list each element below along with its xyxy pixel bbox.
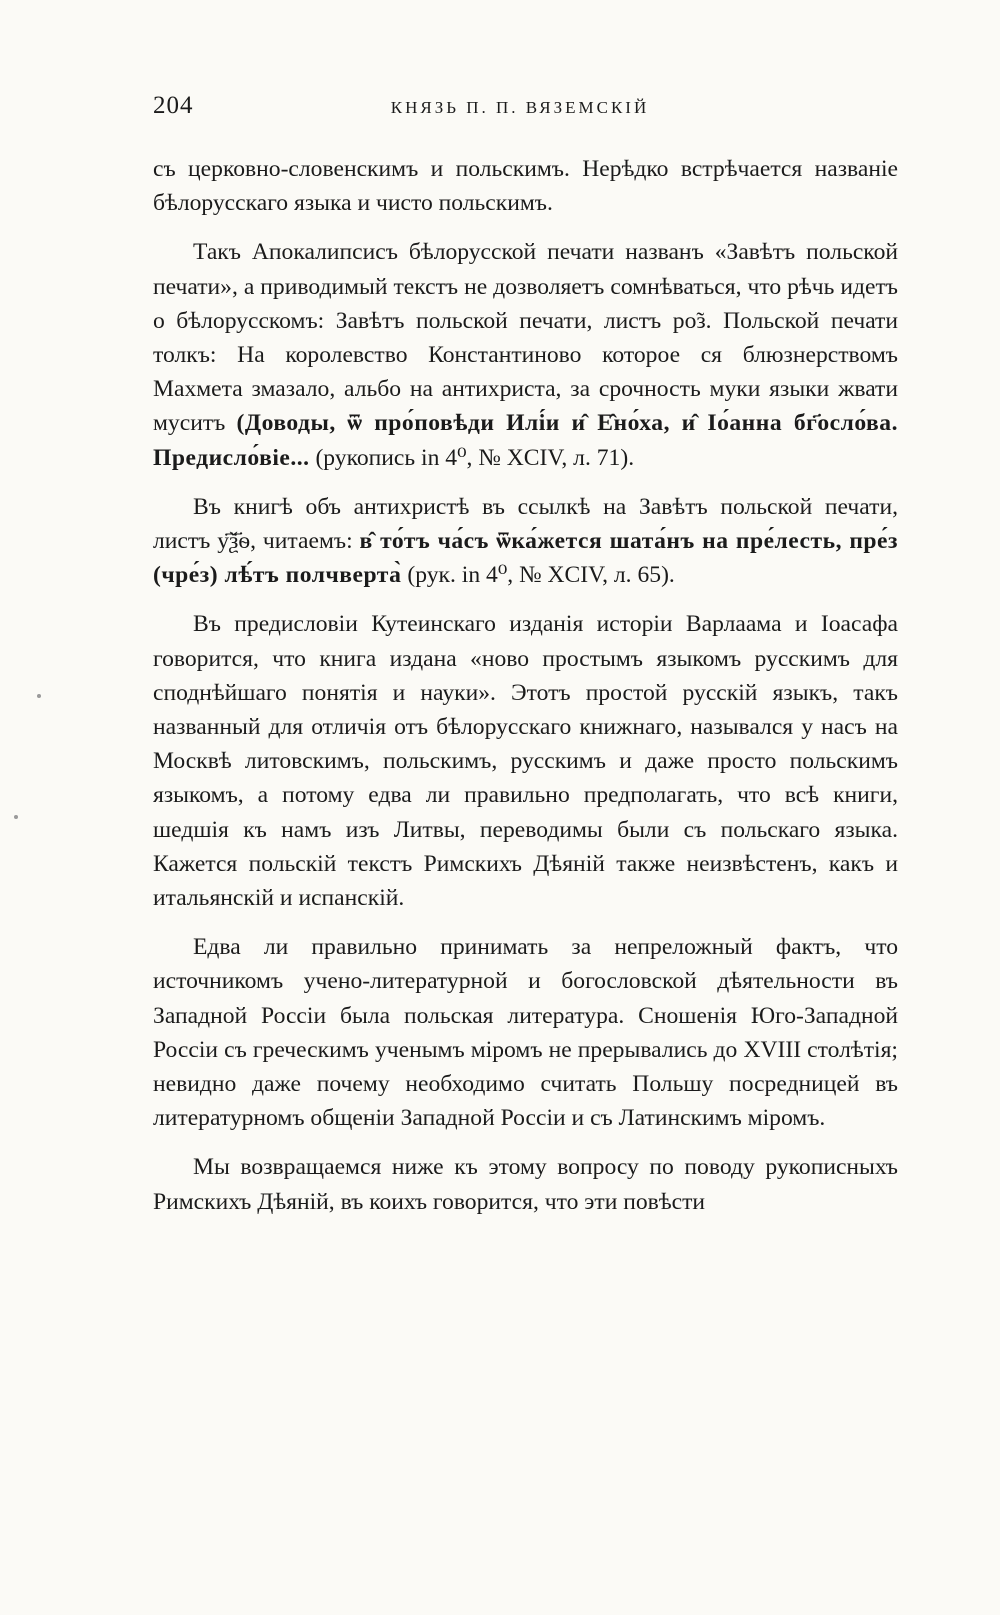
paragraph-5 [153, 930, 898, 1135]
paper-speck [37, 694, 41, 698]
paragraph-3 [153, 490, 898, 593]
paragraph-6 [153, 1150, 898, 1218]
paragraph-2 [153, 235, 898, 474]
paragraph-text: Такъ Апокалипсисъ бѣлорусской печати названъ «Завѣтъ польской печати», а приводимый текстъ не дозволяетъ сомнѣваться, что рѣчь идетъ о бѣлорусскомъ: Завѣтъ польской печати, листъ ро̃з. Польской печати толкъ: На королевство Константиново которое ся блюзнерствомъ Махмета змазало, альбо на антихриста, за срочность муки языки жвати муситъ [153, 239, 898, 437]
paragraph-text: (рук. in 4⁰, № XCIV, л. 65). [401, 562, 675, 589]
paragraph-1 [153, 152, 898, 220]
paragraph-text: Мы возвращаемся ниже къ этому вопросу по поводу рукописныхъ Римскихъ Дѣяній, въ коихъ говорится, что эти повѣсти [153, 1154, 898, 1215]
paragraph-text: съ церковно-словенскимъ и польскимъ. Нерѣдко встрѣчается названіе бѣлорусскаго языка и чисто польскимъ. [153, 156, 898, 217]
paragraph-text: Въ книгѣ объ антихристѣ въ ссылкѣ на Завѣтъ польской печати, листъ у҃ѯ҃ѳ, читаемъ: [153, 493, 898, 555]
page-number: 204 [153, 92, 194, 119]
paragraph-text: Едва ли правильно принимать за непреложный фактъ, что источникомъ учено-литературной и богословской дѣятельности въ Западной Россіи была польская литература. Сношенія Юго-Западной Россіи съ греческимъ ученымъ міромъ не прерывались до XVIII столѣтія; невидно даже почему необходимо считать Польшу посредницей въ литературномъ общеніи Западной Россіи и съ Латинскимъ міромъ. [153, 934, 898, 1132]
body-text [153, 152, 898, 1234]
paragraph-text: (рукопись in 4⁰, № XCIV, л. 71). [309, 444, 635, 471]
paragraph-text: Въ предисловіи Кутеинскаго изданія исторіи Варлаама и Іоасафа говорится, что книга издана «ново простымъ языкомъ русскимъ для споднѣйшаго понятія и науки». Этотъ простой русскій языкъ, такъ названный для отличія отъ бѣлорусскаго книжнаго, назывался у насъ на Москвѣ литовскимъ, польскимъ, русскимъ и даже просто польскимъ языкомъ, а потому едва ли правильно предполагать, что всѣ книги, шедшія къ намъ изъ Литвы, переводимы были съ польскаго языка. Кажется польскій текстъ Римскихъ Дѣяній также неизвѣстенъ, какъ и итальянскій и испанскій. [153, 611, 898, 912]
running-title: КНЯЗЬ П. П. ВЯЗЕМСКІЙ [390, 98, 650, 117]
church-slavonic-quote: в̂ то́тъ ча́съ ѿка́жется шата́нъ на пре́лесть, пре́з (чре́з) лѣ́тъ полчверта̀ [153, 528, 898, 589]
church-slavonic-quote: (Доводы, ѿ про́повѣди Илі́и и̂ Е̂но́ха, и̂ Іо́анна бг҃осло́ва. Предисло́віе... [153, 410, 898, 471]
paragraph-4 [153, 607, 898, 915]
paper-speck [14, 815, 18, 819]
